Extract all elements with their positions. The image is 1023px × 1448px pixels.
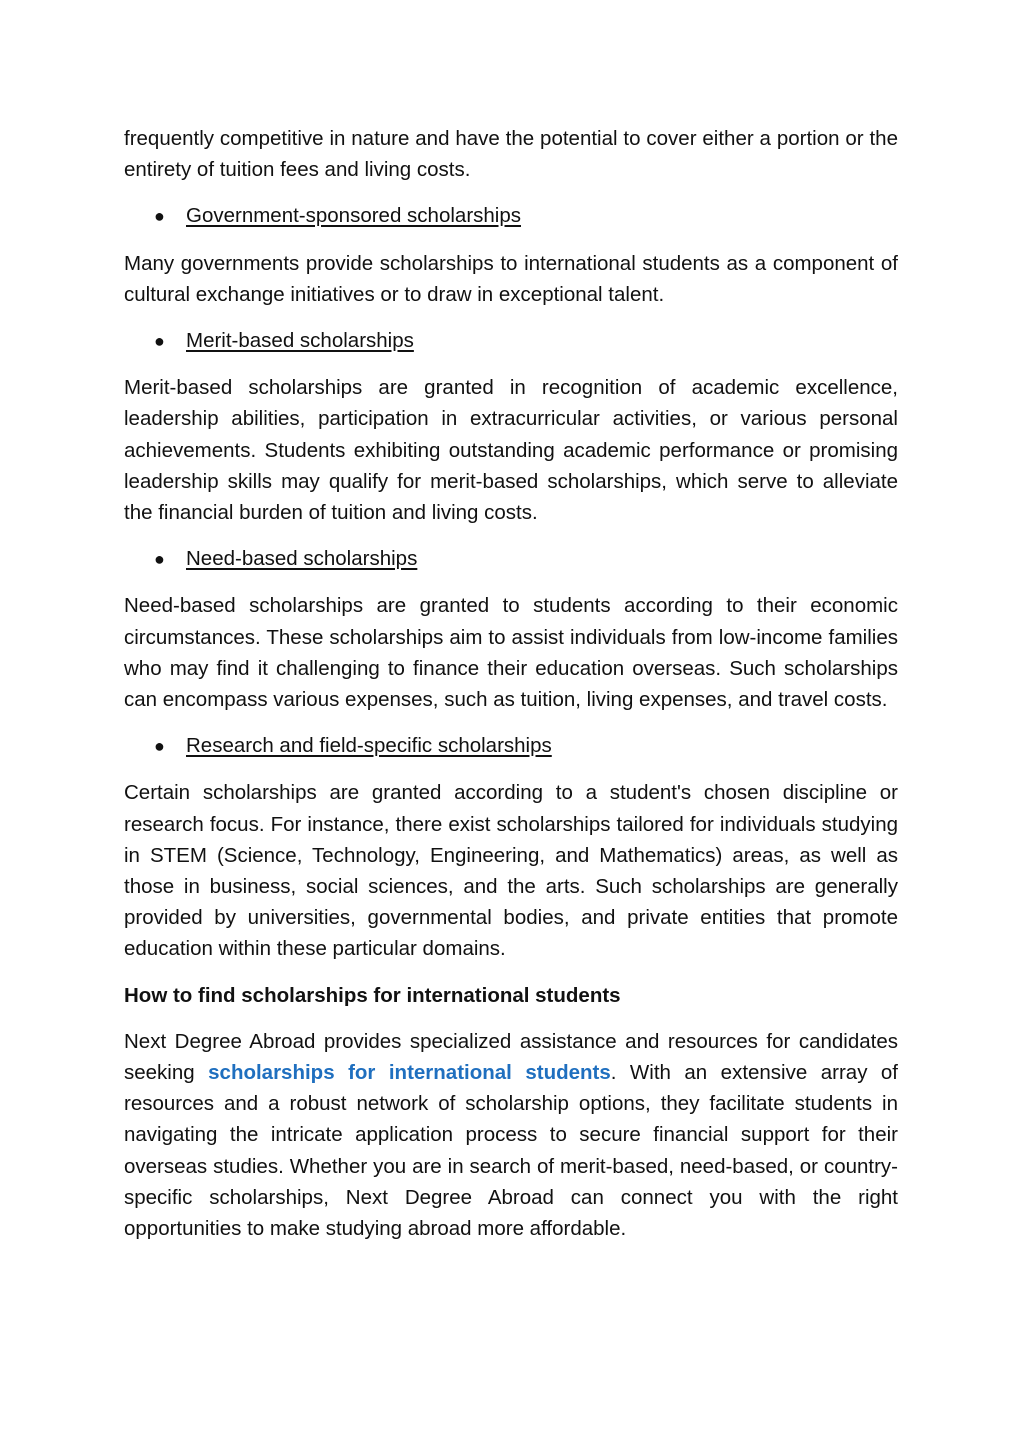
bullet-item-research <box>124 730 898 762</box>
bullet-label-research: Research and field-specific scholarships <box>186 734 552 758</box>
paragraph-government: Many governments provide scholarships to international students as a component of cultural exchange initiatives or to draw in exceptional talent. <box>124 251 898 306</box>
bullet-dot-icon: ● <box>154 736 165 757</box>
intro-paragraph: frequently competitive in nature and have the potential to cover either a portion or the entirety of tuition fees and living costs. <box>124 127 898 182</box>
bullet-label-merit: Merit-based scholarships <box>186 329 414 353</box>
paragraph-howto <box>124 1026 898 1244</box>
bullet-item-need <box>124 543 898 575</box>
document-page <box>124 123 898 1259</box>
bullet-item-government <box>124 200 898 232</box>
bullet-dot-icon: ● <box>154 206 165 227</box>
bullet-dot-icon: ● <box>154 549 165 570</box>
section-heading-howto: How to find scholarships for international students <box>124 983 621 1007</box>
paragraph-merit: Merit-based scholarships are granted in recognition of academic excellence, leadership abilities, participation in extracurricular activities, or various personal achievements. Students exhibiting outstanding academic performance or promising leadership skills may qualify for merit-based scholarships, which serve to alleviate the financial burden of tuition and living costs. <box>124 376 898 525</box>
bullet-dot-icon: ● <box>154 331 165 352</box>
bullet-label-need: Need-based scholarships <box>186 547 418 571</box>
bullet-label-government: Government-sponsored scholarships <box>186 204 521 228</box>
howto-text-after: . With an extensive array of resources and a robust network of scholarship options, they facilitate students in navigating the intricate application process to secure financial support for their overseas studies. Whether you are in search of merit-based, need-based, or country-specific scholarships, Next Degree Abroad can connect you with the right opportunities to make studying abroad more affordable. <box>124 1061 899 1241</box>
scholarships-link[interactable]: scholarships for international students <box>208 1061 611 1085</box>
paragraph-research: Certain scholarships are granted according to a student's chosen discipline or research focus. For instance, there exist scholarships tailored for individuals studying in STEM (Science, Technology, Engineering, and Mathematics) areas, as well as those in business, social sciences, and the arts. Such scholarships are generally provided by universities, governmental bodies, and private entities that promote education within these particular domains. <box>124 781 898 961</box>
paragraph-need: Need-based scholarships are granted to students according to their economic circumstances. These scholarships aim to assist individuals from low-income families who may find it challenging to finance their education overseas. Such scholarships can encompass various expenses, such as tuition, living expenses, and travel costs. <box>124 594 898 712</box>
bullet-item-merit <box>124 325 898 357</box>
howto-text-before: Next Degree Abroad provides specialized assistance and resources for candidates seeking <box>124 1029 898 1085</box>
